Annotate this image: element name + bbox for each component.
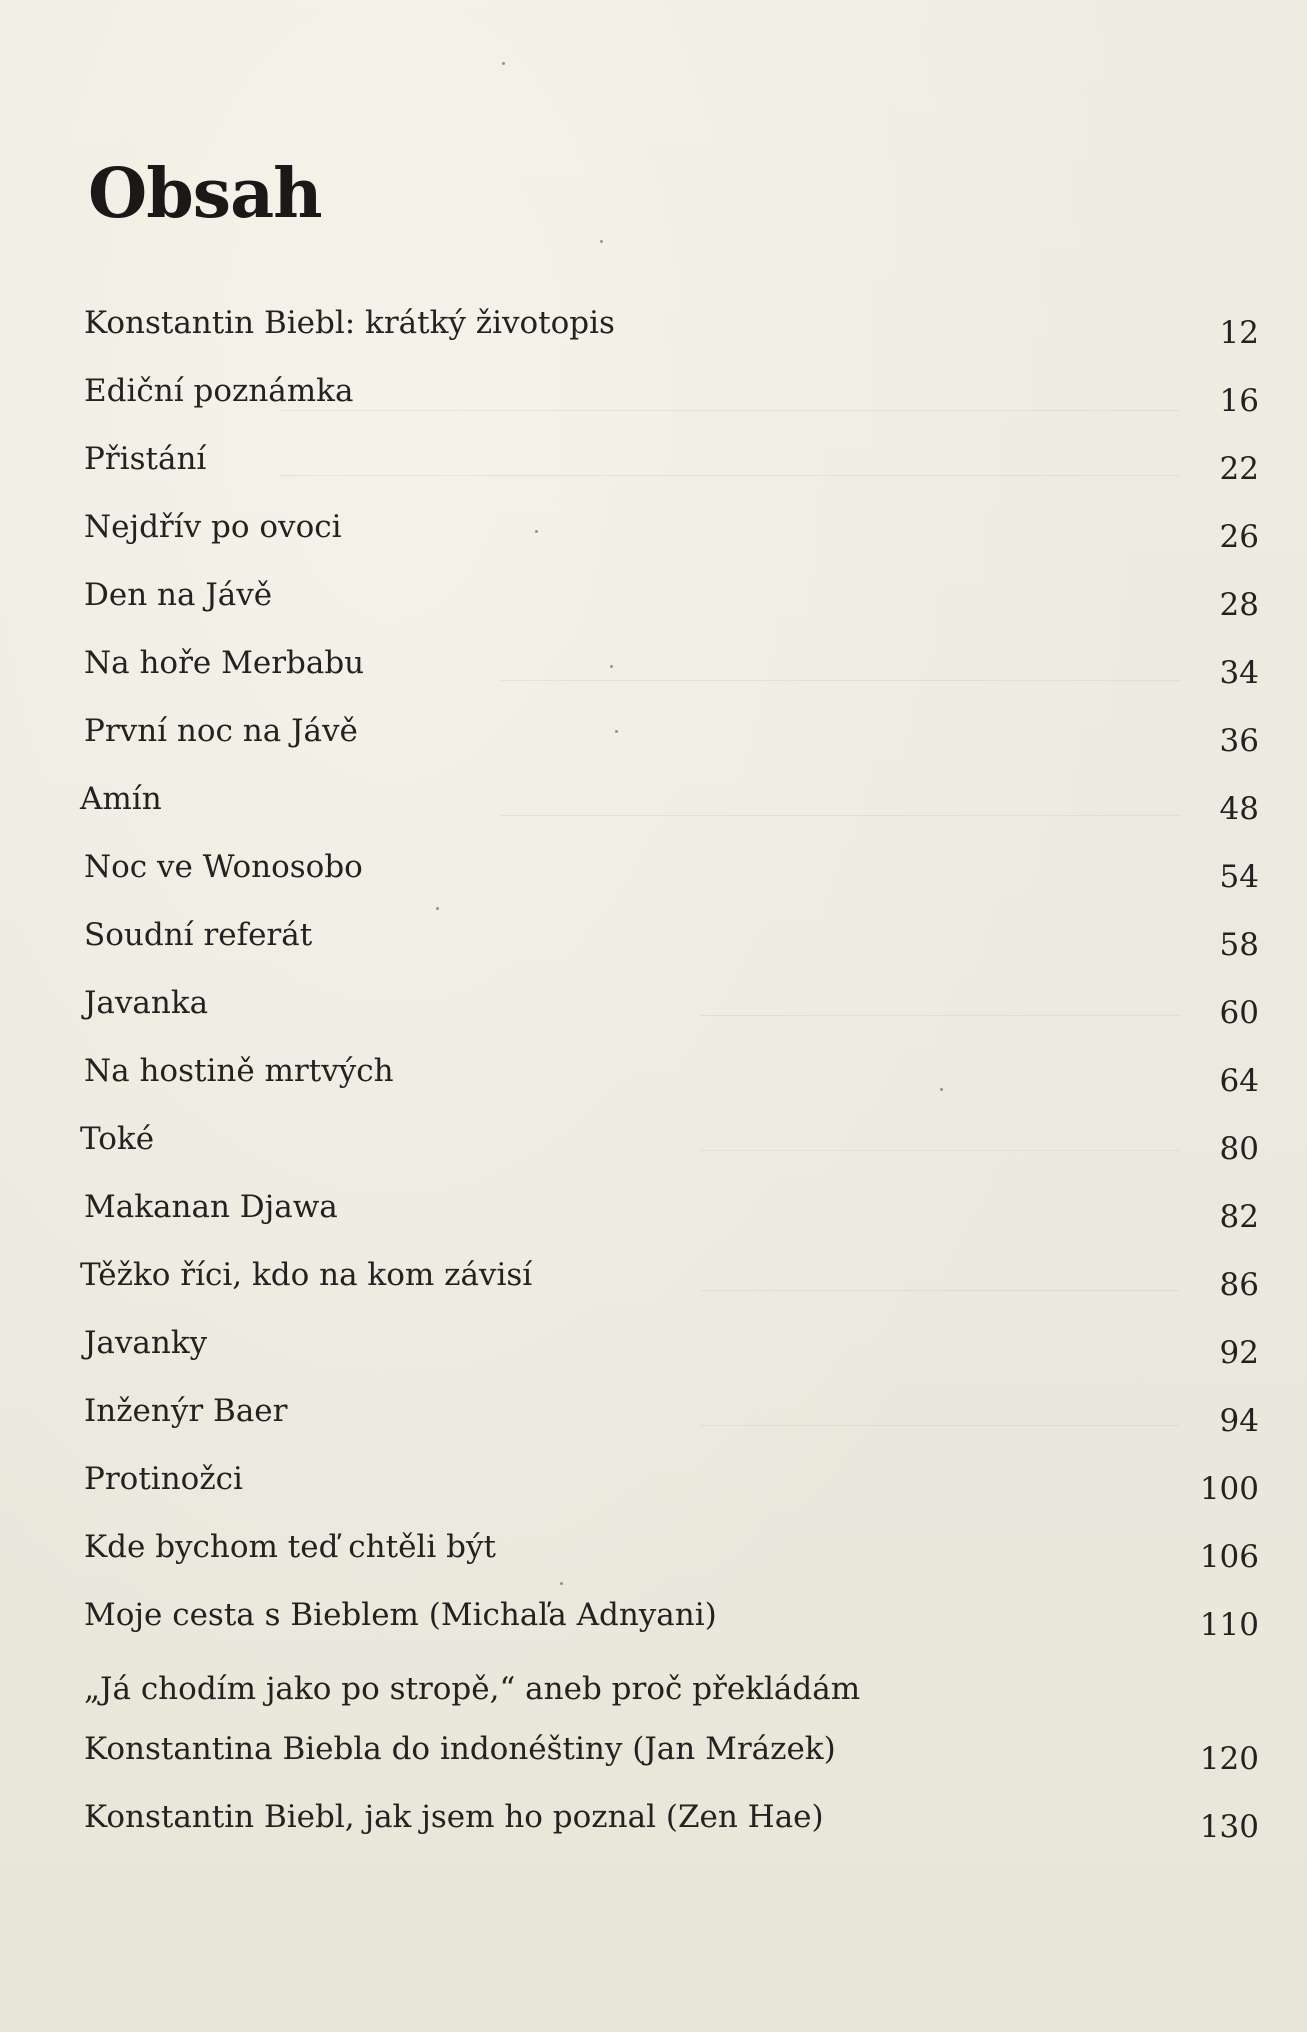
toc-entry-page: 58 xyxy=(1219,927,1259,963)
toc-entry-title: Těžko říci, kdo na kom závisí xyxy=(80,1257,533,1293)
toc-entry xyxy=(80,1109,1259,1169)
toc-entry xyxy=(80,1245,1259,1305)
toc-entry xyxy=(84,361,1259,421)
toc-entry-title: Nejdřív po ovoci xyxy=(84,509,342,545)
toc-entry-page: 92 xyxy=(1219,1335,1259,1371)
toc-entry-page: 80 xyxy=(1219,1131,1259,1167)
toc-entry-page: 120 xyxy=(1199,1741,1259,1777)
toc-entry-title: Ediční poznámka xyxy=(84,373,354,409)
toc-entry-title: Moje cesta s Bieblem (Michaľa Adnyani) xyxy=(84,1597,717,1633)
toc-entry-title-line: Konstantina Biebla do indonéštiny (Jan Mrázek) xyxy=(84,1731,836,1767)
toc-entry-page: 34 xyxy=(1219,655,1259,691)
toc-entry xyxy=(84,1787,1259,1847)
toc-entry-page: 16 xyxy=(1219,383,1259,419)
toc-entry-page: 86 xyxy=(1219,1267,1259,1303)
toc-entry-page: 130 xyxy=(1199,1809,1259,1845)
toc-entry xyxy=(84,565,1259,625)
toc-entry-title: Amín xyxy=(80,781,162,817)
toc-entry xyxy=(80,769,1259,829)
toc-entry xyxy=(84,701,1259,761)
toc-entry xyxy=(84,1313,1259,1373)
toc-entry-page: 48 xyxy=(1219,791,1259,827)
toc-entry-title: Na hoře Merbabu xyxy=(84,645,365,681)
toc-entry-title: První noc na Jávě xyxy=(84,713,358,749)
toc-entry-title: Javanka xyxy=(84,985,209,1021)
toc-entry-page: 22 xyxy=(1219,451,1259,487)
toc-entry-title: Protinožci xyxy=(84,1461,243,1497)
toc-entry-page: 54 xyxy=(1219,859,1259,895)
toc-entry xyxy=(84,293,1259,353)
toc-entry-page: 94 xyxy=(1219,1403,1259,1439)
toc-entry xyxy=(84,1585,1259,1645)
toc-entry-page: 12 xyxy=(1219,315,1259,351)
toc-entry-title: Den na Jávě xyxy=(84,577,273,613)
toc-entry xyxy=(84,1449,1259,1509)
toc-entry xyxy=(84,429,1259,489)
toc-entry-page: 82 xyxy=(1219,1199,1259,1235)
toc-entry xyxy=(84,837,1259,897)
toc-entry-page: 110 xyxy=(1199,1607,1259,1643)
toc-entry-title: Inženýr Baer xyxy=(84,1393,288,1429)
toc-entry-title: Přistání xyxy=(84,441,207,477)
toc-entry-title: Konstantin Biebl: krátký životopis xyxy=(84,305,615,341)
toc-entry-title: Javanky xyxy=(84,1325,208,1361)
toc-entry-title: Makanan Djawa xyxy=(84,1189,338,1225)
toc-entry xyxy=(84,1177,1259,1237)
toc-entry xyxy=(84,1659,1259,1779)
toc-entry xyxy=(84,633,1259,693)
toc-entry-page: 36 xyxy=(1219,723,1259,759)
toc-entry-page: 106 xyxy=(1199,1539,1259,1575)
toc-entry-page: 60 xyxy=(1219,995,1259,1031)
toc-entry-title: Konstantin Biebl, jak jsem ho poznal (Zen Hae) xyxy=(84,1799,824,1835)
toc-entry xyxy=(84,1041,1259,1101)
toc-entry-title-line: „Já chodím jako po stropě,“ aneb proč překládám xyxy=(84,1671,861,1707)
toc-entry-page: 28 xyxy=(1219,587,1259,623)
toc-entry xyxy=(84,905,1259,965)
toc-entry xyxy=(84,1381,1259,1441)
toc-entry xyxy=(84,973,1259,1033)
toc-entry-page: 26 xyxy=(1219,519,1259,555)
toc-entry-page: 100 xyxy=(1199,1471,1259,1507)
toc-entry-title: Kde bychom teď chtěli být xyxy=(84,1529,496,1565)
toc-entry-page: 64 xyxy=(1219,1063,1259,1099)
page-title: Obsah xyxy=(88,154,322,234)
toc-entry-title: Noc ve Wonosobo xyxy=(84,849,363,885)
toc-entry-title: Toké xyxy=(80,1121,155,1157)
toc-entry xyxy=(84,1517,1259,1577)
toc-entry-title: Na hostině mrtvých xyxy=(84,1053,394,1089)
toc-entry xyxy=(84,497,1259,557)
toc-entry-title: Soudní referát xyxy=(84,917,313,953)
